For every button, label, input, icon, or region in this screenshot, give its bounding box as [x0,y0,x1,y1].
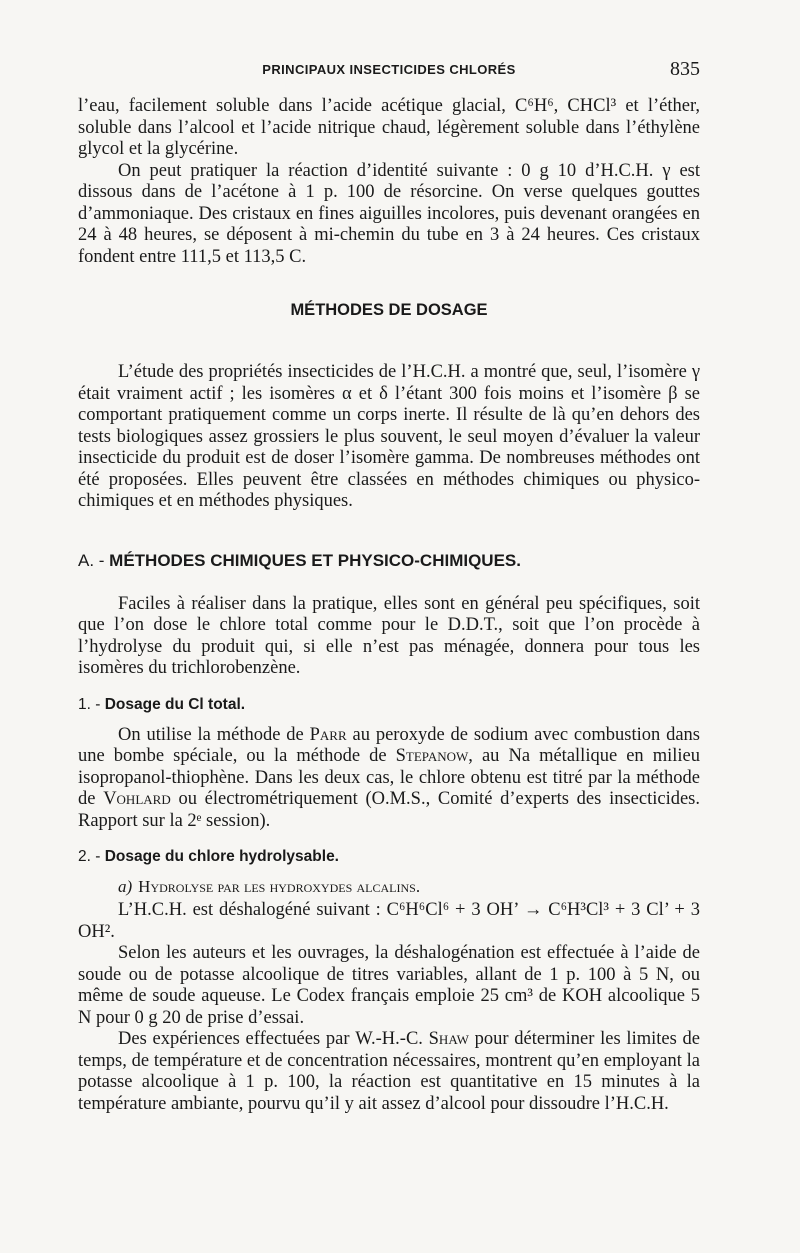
heading-label: a) [118,877,133,896]
paragraph [78,725,700,833]
paragraph: Faciles à réaliser dans la pratique, elles sont en général peu spécifiques, soit que l’on dose le chlore total comme pour le D.D.T., soit que l’on procède à l’hydrolyse du produit qui, si elle n’est pas ménagée, donnera pour tous les isomères du trichlorobenzène. [78,593,700,678]
subsubsection-heading [78,696,700,714]
page-number: 835 [670,58,700,80]
paragraph: l’eau, facilement soluble dans l’acide acétique glacial, C⁶H⁶, CHCl³ et l’éther, soluble dans l’alcool et l’acide nitrique chaud, légèrement soluble dans l’éthylène glycol et la glycérine. [78,96,700,159]
heading-title: MÉTHODES CHIMIQUES ET PHYSICO-CHIMIQUES. [109,550,521,570]
subsubsection-heading [78,848,700,866]
paragraph-heading [118,877,700,897]
page-body [78,96,700,1115]
running-title: PRINCIPAUX INSECTICIDES CHLORÉS [262,62,516,77]
author-name: Stepanow [395,746,469,766]
author-name: W.-H.-C. Shaw [355,1029,469,1049]
paragraph [78,1029,700,1115]
author-name: Parr [309,724,347,745]
running-header [78,58,700,84]
text-run: au peroxyde de sodium avec combustion dans une bombe spéciale, ou la méthode de [78,724,700,766]
heading-prefix: 2. - [78,848,105,865]
heading-title: Dosage du Cl total. [104,695,246,713]
heading-title: Dosage du chlore hydrolysable. [104,848,339,865]
text-run: Des expériences effectuées par [118,1029,356,1049]
paragraph: L’étude des propriétés insecticides de l’H.C.H. a montré que, seul, l’isomère γ était vraiment actif ; les isomères α et δ l’étant 300 fois moins et l’isomère β se comportant pratiquement comme un corps inerte. Il résulte de là qu’en dehors des tests biologiques assez grossiers le plus souvent, le seul moyen d’évaluer la valeur insecticide du produit est de doser l’isomère gamma. De nombreuses méthodes ont été proposées. Elles peuvent être classées en méthodes chimiques ou physico-chimiques et en méthodes physiques. [78,362,700,511]
subsection-heading [78,551,700,571]
paragraph: L’H.C.H. est déshalogéné suivant : C⁶H⁶Cl⁶ + 3 OH’ → C⁶H³Cl³ + 3 Cl’ + 3 OH². [78,900,700,942]
text-run: pour déterminer les limites de temps, de température et de concentration nécessaires, montrent qu’en employant la potasse alcoolique à 1 p. 100, la réaction est quantitative en 15 minutes à la température ambiante, pourvu qu’il y ait assez d’alcool pour dissoudre l’H.C.H. [78,1029,700,1114]
heading-title: Hydrolyse par les hydroxydes alcalins. [138,877,421,896]
author-name: Vohlard [103,789,171,809]
text-run: , au Na métallique en milieu isopropanol-thiophène. Dans les deux cas, le chlore obtenu est titré par la méthode de [78,746,700,809]
paragraph: Selon les auteurs et les ouvrages, la déshalogénation est effectuée à l’aide de soude ou de potasse alcoolique de titres variables, allant de 1 p. 100 à 5 N, ou même de soude aqueuse. Le Codex français emploie 25 cm³ de KOH alcoolique 5 N pour 0 g 20 de prise d’essai. [78,943,700,1028]
section-heading: MÉTHODES DE DOSAGE [290,301,488,319]
paragraph: On peut pratiquer la réaction d’identité suivante : 0 g 10 d’H.C.H. γ est dissous dans de l’acétone à 1 p. 100 de résorcine. On verse quelques gouttes d’ammoniaque. Des cristaux en fines aiguilles incolores, puis devenant orangées en 24 à 48 heures, se déposent à mi-chemin du tube en 3 à 24 heures. Ces cristaux fondent entre 111,5 et 113,5 C. [78,160,700,267]
text-run: ou électrométriquement (O.M.S., Comité d’experts des insecticides. Rapport sur la 2ᵉ session). [78,789,700,831]
text-run: On utilise la méthode de [118,724,310,745]
heading-prefix: 1. - [78,695,105,713]
heading-prefix: A. - [78,550,110,570]
